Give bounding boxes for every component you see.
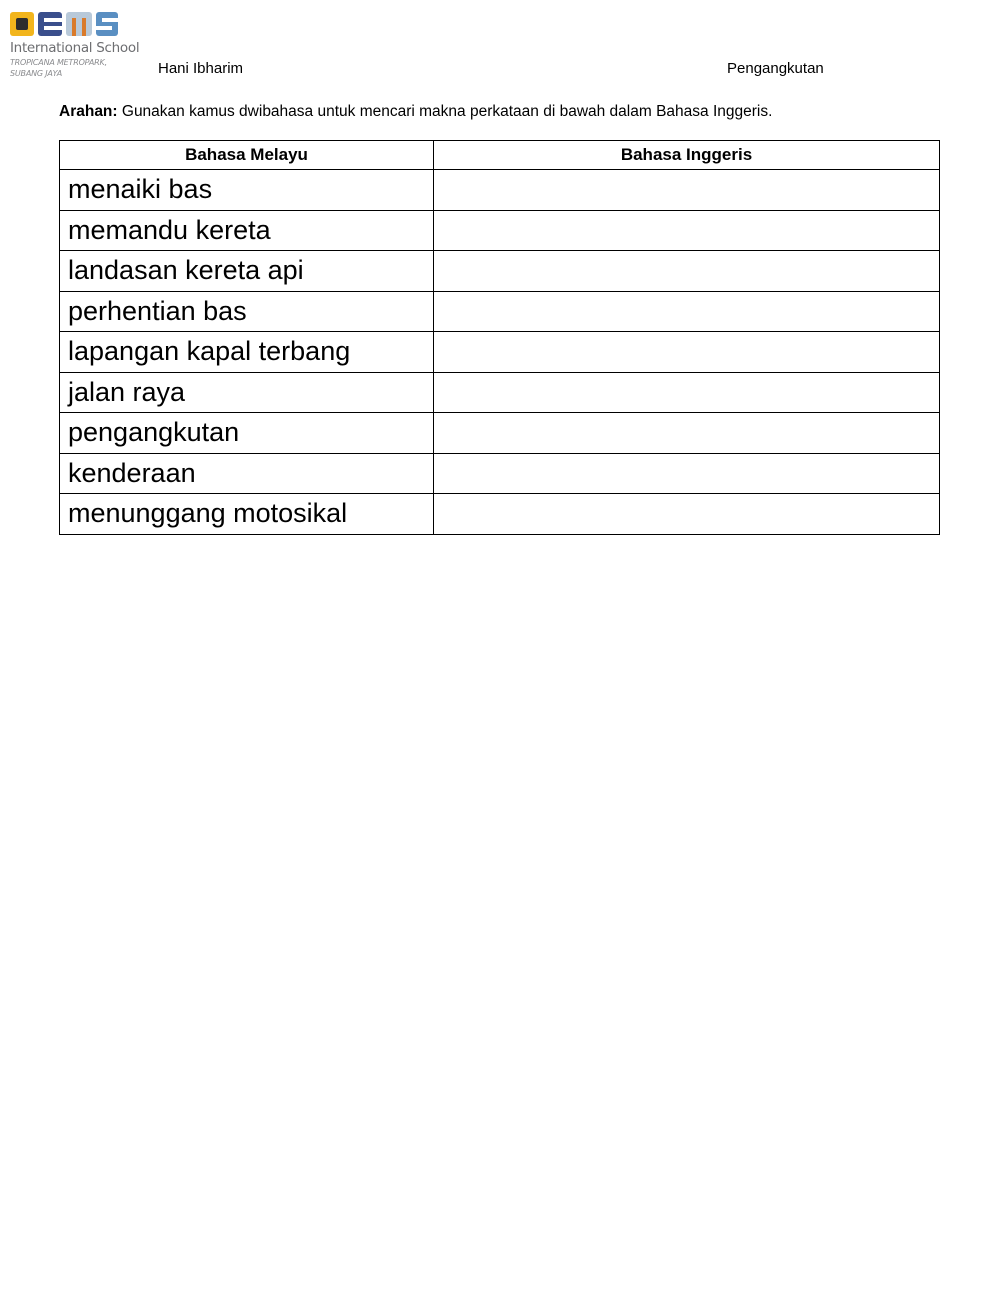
english-answer-cell[interactable] [434, 413, 940, 454]
english-answer-cell[interactable] [434, 251, 940, 292]
malay-word: jalan raya [60, 372, 434, 413]
school-logo [10, 10, 150, 86]
english-answer-cell[interactable] [434, 210, 940, 251]
author-name: Hani Ibharim [158, 60, 244, 77]
column-header-malay: Bahasa Melayu [60, 141, 434, 170]
english-answer-cell[interactable] [434, 291, 940, 332]
malay-word: kenderaan [60, 453, 434, 494]
malay-word: menunggang motosikal [60, 494, 434, 535]
logo-location-line1: TROPICANA METROPARK, [10, 58, 107, 67]
gems-logo-mark [10, 10, 118, 38]
table-row [60, 291, 940, 332]
instruction-text: Gunakan kamus dwibahasa untuk mencari makna perkataan di bawah dalam Bahasa Inggeris. [117, 103, 773, 120]
table-row [60, 413, 940, 454]
vocabulary-table [59, 140, 940, 535]
malay-word: perhentian bas [60, 291, 434, 332]
column-header-english: Bahasa Inggeris [434, 141, 940, 170]
malay-word: memandu kereta [60, 210, 434, 251]
logo-school-name: International School [10, 40, 140, 56]
english-answer-cell[interactable] [434, 372, 940, 413]
table-row [60, 372, 940, 413]
table-row [60, 332, 940, 373]
malay-word: lapangan kapal terbang [60, 332, 434, 373]
table-row [60, 210, 940, 251]
instruction [59, 103, 772, 121]
english-answer-cell[interactable] [434, 453, 940, 494]
instruction-label: Arahan: [59, 103, 118, 120]
table-row [60, 251, 940, 292]
english-answer-cell[interactable] [434, 332, 940, 373]
english-answer-cell[interactable] [434, 494, 940, 535]
table-row [60, 170, 940, 211]
worksheet-topic: Pengangkutan [727, 60, 824, 77]
malay-word: menaiki bas [60, 170, 434, 211]
table-header-row [60, 141, 940, 170]
english-answer-cell[interactable] [434, 170, 940, 211]
table-row [60, 453, 940, 494]
table-row [60, 494, 940, 535]
logo-location-line2: SUBANG JAYA [10, 69, 62, 78]
malay-word: pengangkutan [60, 413, 434, 454]
malay-word: landasan kereta api [60, 251, 434, 292]
